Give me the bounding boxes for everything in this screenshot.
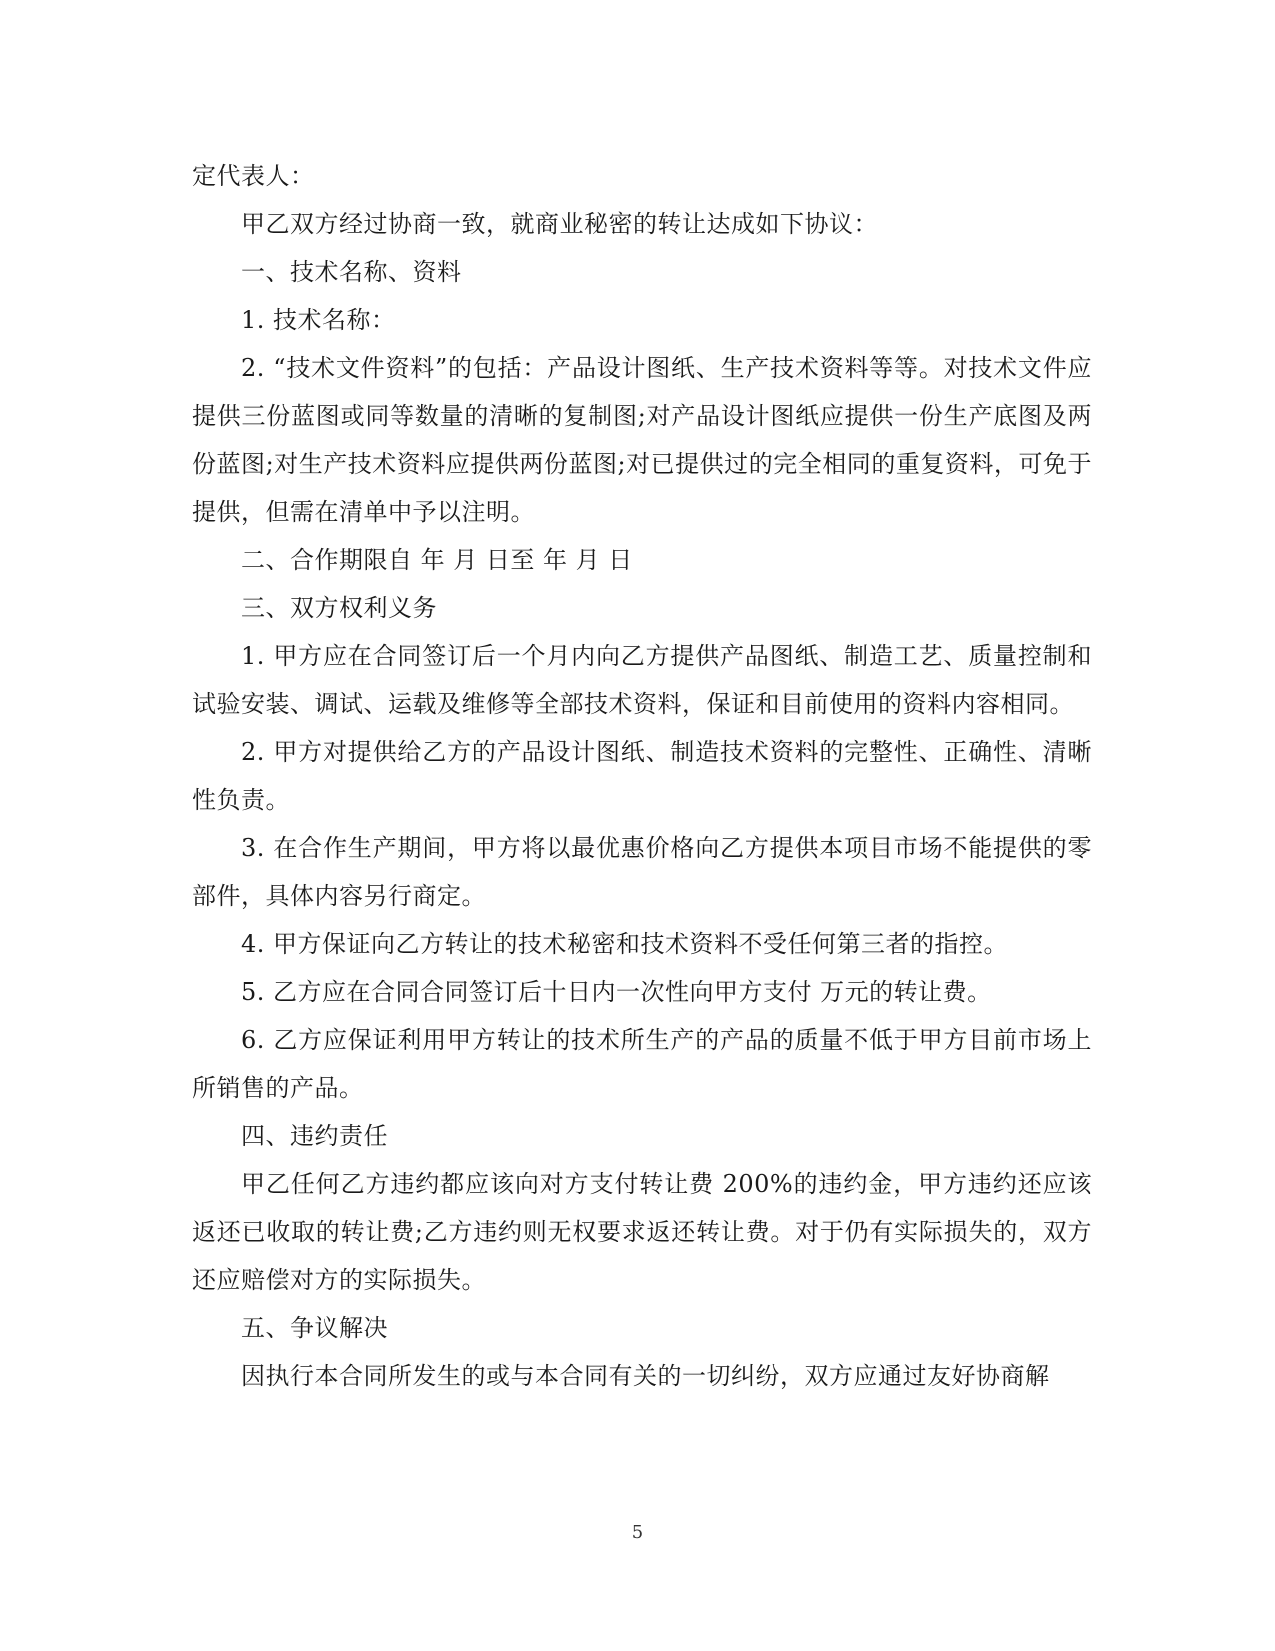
paragraph-legal-representative: 定代表人： — [192, 162, 315, 190]
document-body — [192, 152, 1092, 1400]
paragraph-obligation-6: 6. 乙方应保证利用甲方转让的技术所生产的产品的质量不低于甲方目前市场上所销售的产品。 — [192, 1026, 1092, 1102]
paragraph-dispute-resolution: 因执行本合同所发生的或与本合同有关的一切纠纷，双方应通过友好协商解 — [241, 1362, 1050, 1390]
page-number: 5 — [631, 1522, 644, 1543]
section-heading-dispute: 五、争议解决 — [241, 1314, 388, 1342]
paragraph-breach-liability: 甲乙任何乙方违约都应该向对方支付转让费 200%的违约金，甲方违约还应该返还已收取的转让费;乙方违约则无权要求返还转让费。对于仍有实际损失的，双方还应赔偿对方的实际损失。 — [192, 1170, 1092, 1294]
paragraph-obligation-2: 2. 甲方对提供给乙方的产品设计图纸、制造技术资料的完整性、正确性、清晰性负责。 — [192, 738, 1092, 814]
section-heading-rights-obligations: 三、双方权利义务 — [241, 594, 437, 622]
paragraph-technical-documents: 2. “技术文件资料”的包括：产品设计图纸、生产技术资料等等。对技术文件应提供三份蓝图或同等数量的清晰的复制图;对产品设计图纸应提供一份生产底图及两份蓝图;对生产技术资料应提供两份蓝图;对已提供过的完全相同的重复资料，可免于提供，但需在清单中予以注明。 — [192, 354, 1092, 526]
section-heading-breach: 四、违约责任 — [241, 1122, 388, 1150]
paragraph-technology-name: 1. 技术名称： — [241, 306, 396, 334]
paragraph-obligation-4: 4. 甲方保证向乙方转让的技术秘密和技术资料不受任何第三者的指控。 — [241, 930, 1009, 958]
paragraph-obligation-3: 3. 在合作生产期间，甲方将以最优惠价格向乙方提供本项目市场不能提供的零部件，具体内容另行商定。 — [192, 834, 1092, 910]
paragraph-obligation-1: 1. 甲方应在合同签订后一个月内向乙方提供产品图纸、制造工艺、质量控制和试验安装、调试、运载及维修等全部技术资料，保证和目前使用的资料内容相同。 — [192, 642, 1092, 718]
section-heading-cooperation-period: 二、合作期限自 年 月 日至 年 月 日 — [241, 546, 633, 574]
paragraph-agreement-intro: 甲乙双方经过协商一致，就商业秘密的转让达成如下协议： — [241, 210, 878, 238]
section-heading-technology: 一、技术名称、资料 — [241, 258, 462, 286]
paragraph-obligation-5: 5. 乙方应在合同合同签订后十日内一次性向甲方支付 万元的转让费。 — [241, 978, 992, 1006]
